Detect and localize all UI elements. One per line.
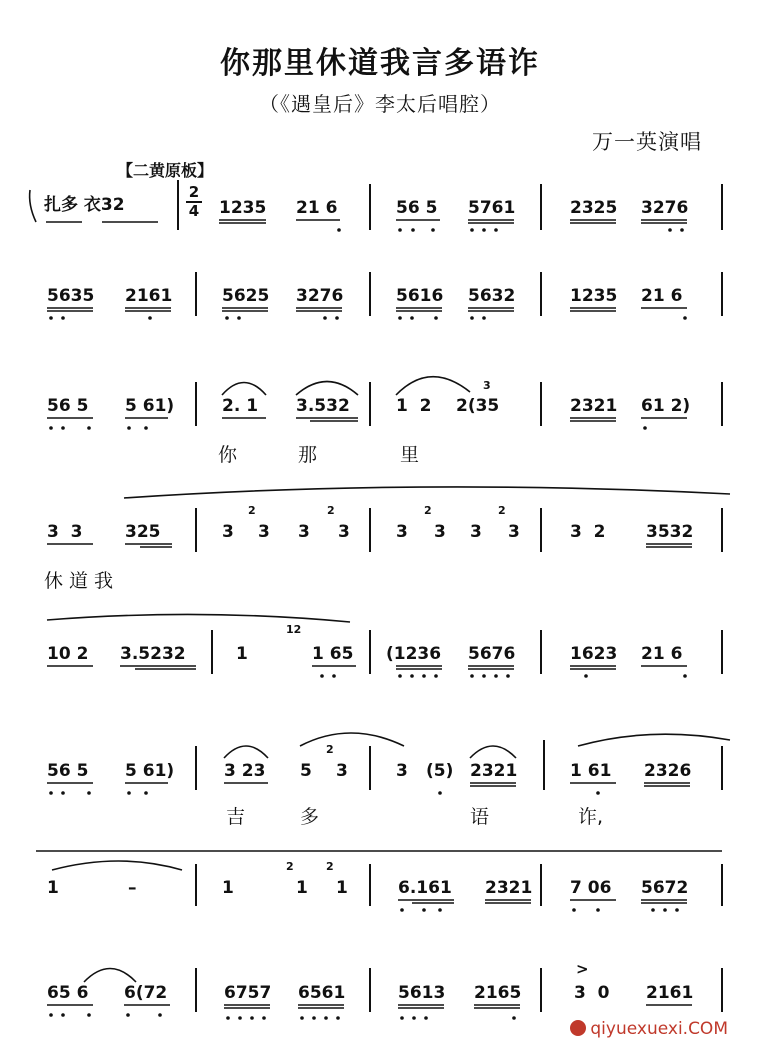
note-group: 5625 xyxy=(222,286,270,306)
note-group: 3276 xyxy=(296,286,344,306)
note: 3 xyxy=(396,761,408,781)
note-group: 21 6 xyxy=(641,644,683,664)
note-group: 56 5 xyxy=(47,761,89,781)
lyric: 吉 xyxy=(226,806,246,828)
lyric: 诈, xyxy=(578,806,604,828)
note-group: 56 5 xyxy=(396,198,438,218)
grace-note: 2 xyxy=(248,504,256,517)
time-signature-bottom: 4 xyxy=(188,202,200,220)
accent-mark: > xyxy=(576,960,589,978)
note-group: 5616 xyxy=(396,286,444,306)
note-group: 1235 xyxy=(219,198,267,218)
note-group: 10 2 xyxy=(47,644,89,664)
note-group: 5672 xyxy=(641,878,689,898)
note-group: 2326 xyxy=(644,761,692,781)
note-group: 2325 xyxy=(570,198,618,218)
note: 1 xyxy=(47,878,59,898)
note-group: 2321 xyxy=(485,878,533,898)
note-group: 21 6 xyxy=(296,198,338,218)
note-group: 1 2 xyxy=(396,396,432,416)
score-subtitle: （《遇皇后》李太后唱腔） xyxy=(259,92,501,116)
note: 5 xyxy=(300,761,312,781)
note-group: 3 0 xyxy=(574,983,610,1003)
note: 1 xyxy=(222,878,234,898)
note-group: 5632 xyxy=(468,286,516,306)
note: 3 xyxy=(470,522,482,542)
note: 3 xyxy=(508,522,520,542)
note-group: 6.161 xyxy=(398,878,452,898)
note-group: 3 3 xyxy=(47,522,83,542)
note-group: 3 23 xyxy=(224,761,266,781)
note-group: 2321 xyxy=(570,396,618,416)
tempo-marking: 【二黄原板】 xyxy=(117,161,214,180)
note-group: 6561 xyxy=(298,983,346,1003)
note: 1 xyxy=(236,644,248,664)
intro-text: 扎多 衣32 xyxy=(44,195,125,215)
grace-note: 12 xyxy=(286,623,302,636)
note-group: 2161 xyxy=(125,286,173,306)
grace-note: 2 xyxy=(327,504,335,517)
note-group: 2161 xyxy=(646,983,694,1003)
note: 3 xyxy=(336,761,348,781)
note-group: 3.532 xyxy=(296,396,350,416)
note-group: (1236 xyxy=(386,644,442,664)
grace-note: 2 xyxy=(326,860,334,873)
note-group: 3532 xyxy=(646,522,694,542)
note-group: 5676 xyxy=(468,644,516,664)
note-group: 2165 xyxy=(474,983,522,1003)
note-group: 2. 1 xyxy=(222,396,259,416)
grace-note: 2 xyxy=(498,504,506,517)
note-group: 56 5 xyxy=(47,396,89,416)
performer-credit: 万一英演唱 xyxy=(592,130,702,154)
note-group: 65 6 xyxy=(47,983,89,1003)
lyric: 那 xyxy=(298,444,318,466)
note-group: 1235 xyxy=(570,286,618,306)
note: 1 xyxy=(296,878,308,898)
grace-note: 2 xyxy=(424,504,432,517)
lyric: 休道我 xyxy=(44,570,120,592)
note-group: 61 2) xyxy=(641,396,691,416)
lyric: 多 xyxy=(300,806,320,828)
note-group: 3276 xyxy=(641,198,689,218)
score-title: 你那里休道我言多语诈 xyxy=(220,46,540,81)
note-group: 325 xyxy=(125,522,161,542)
note-group: 3 2 xyxy=(570,522,606,542)
lyric: 里 xyxy=(400,444,420,466)
note: 1 xyxy=(336,878,348,898)
watermark: qiyuexuexi.COM xyxy=(570,1019,728,1039)
note-group: 5 61) xyxy=(125,761,175,781)
note-group: 5761 xyxy=(468,198,516,218)
note-group: 5613 xyxy=(398,983,446,1003)
sustain-dash: – xyxy=(128,878,137,898)
note-group: 1 65 xyxy=(312,644,354,664)
note-group: 5 61) xyxy=(125,396,175,416)
time-signature-top: 2 xyxy=(188,183,200,201)
note: 3 xyxy=(222,522,234,542)
note-group: 21 6 xyxy=(641,286,683,306)
note-group: 6757 xyxy=(224,983,272,1003)
lyric: 你 xyxy=(218,444,238,466)
note-group: 1 61 xyxy=(570,761,612,781)
grace-note: 2 xyxy=(326,743,334,756)
note-group: (5) xyxy=(426,761,454,781)
note-group: 7 06 xyxy=(570,878,612,898)
note-group: 5635 xyxy=(47,286,95,306)
lyric: 语 xyxy=(470,806,490,828)
note-group: 1623 xyxy=(570,644,618,664)
note-group: 2321 xyxy=(470,761,518,781)
note: 3 xyxy=(396,522,408,542)
note-group: 2(35 xyxy=(456,396,500,416)
note-group: 6(72 xyxy=(124,983,168,1003)
grace-note: 3 xyxy=(483,379,491,392)
note: 3 xyxy=(298,522,310,542)
note: 3 xyxy=(258,522,270,542)
note: 3 xyxy=(434,522,446,542)
note-group: 3.5232 xyxy=(120,644,186,664)
grace-note: 2 xyxy=(286,860,294,873)
note: 3 xyxy=(338,522,350,542)
